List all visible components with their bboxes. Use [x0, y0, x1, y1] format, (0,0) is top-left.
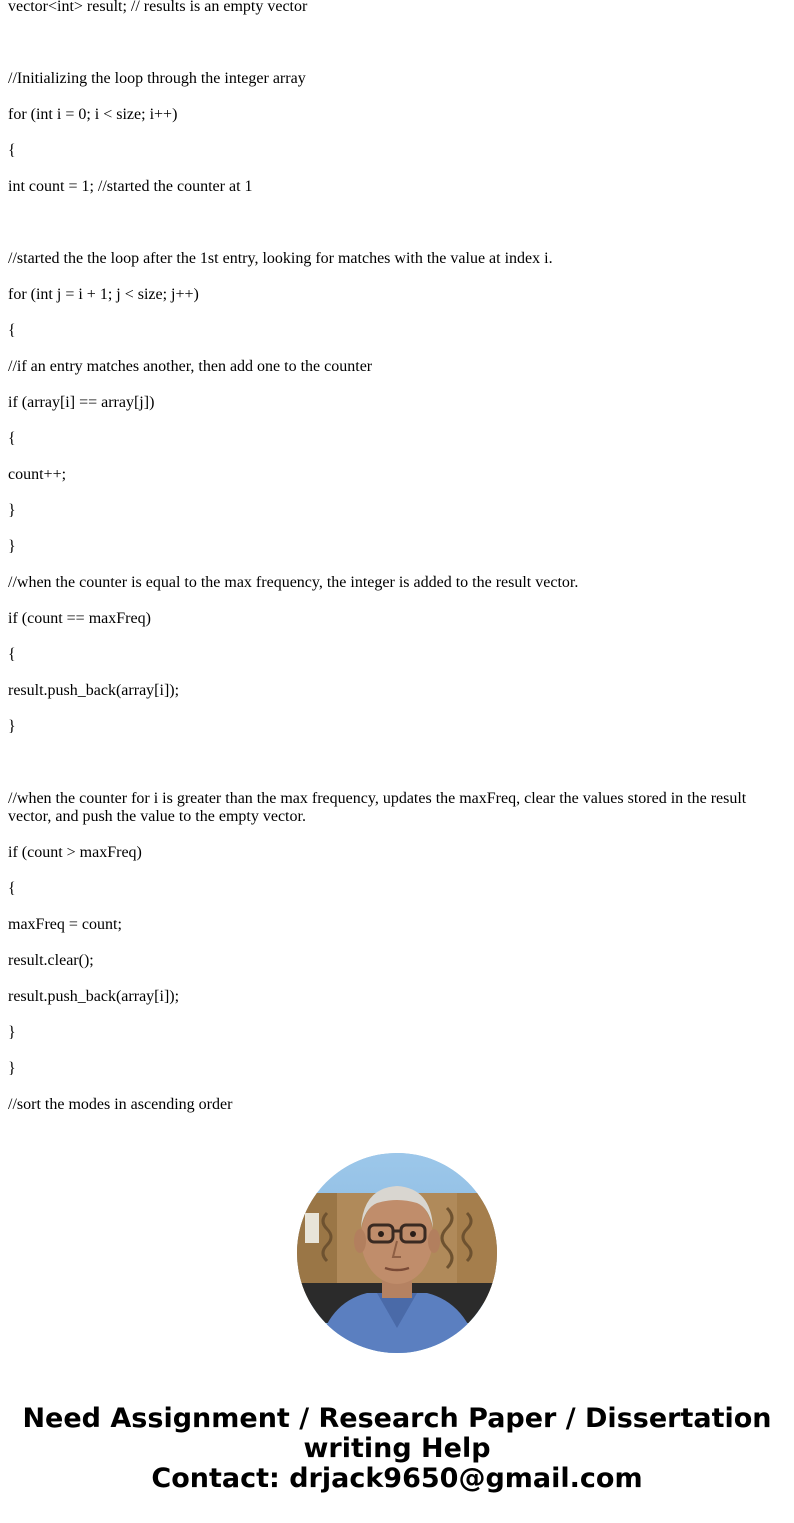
code-line: vector<int> result; // results is an empty vector [8, 0, 308, 15]
code-line: } [8, 718, 16, 735]
code-line: //sort the modes in ascending order [8, 1096, 233, 1113]
code-line: for (int j = i + 1; j < size; j++) [8, 286, 199, 303]
code-line: for (int i = 0; i < size; i++) [8, 106, 178, 123]
code-line: if (count == maxFreq) [8, 610, 151, 627]
code-line: maxFreq = count; [8, 916, 122, 933]
code-line: if (count > maxFreq) [8, 844, 142, 861]
code-line: { [8, 646, 16, 663]
banner-headline: Need Assignment / Research Paper / Dissertation [22, 1403, 772, 1434]
code-line: { [8, 142, 16, 159]
code-line: result.push_back(array[i]); [8, 682, 180, 699]
person-photo-icon [297, 1153, 497, 1353]
code-line: //if an entry matches another, then add one to the counter [8, 358, 373, 375]
code-line: int count = 1; //started the counter at 1 [8, 178, 253, 195]
code-line: { [8, 430, 16, 447]
code-line: } [8, 538, 16, 555]
code-line: //when the counter for i is greater than the max frequency, updates the maxFreq, clear the values stored in the result vector, and push the value to the empty vector. [8, 790, 751, 825]
code-line: { [8, 322, 16, 339]
code-line: result.push_back(array[i]); [8, 988, 180, 1005]
code-line: } [8, 502, 16, 519]
code-line: //started the the loop after the 1st entry, looking for matches with the value at index i. [8, 250, 553, 267]
code-line: result.clear(); [8, 952, 94, 969]
code-line: count++; [8, 466, 67, 483]
contact-email: Contact: drjack9650@gmail.com [151, 1463, 643, 1494]
author-avatar [297, 1153, 497, 1353]
contact-banner [0, 1404, 794, 1494]
code-line: } [8, 1024, 16, 1041]
code-line: } [8, 1060, 16, 1077]
code-line: //Initializing the loop through the integer array [8, 70, 306, 87]
banner-subheadline: writing Help [303, 1433, 491, 1464]
code-line: { [8, 880, 16, 897]
code-line: if (array[i] == array[j]) [8, 394, 155, 411]
code-line: //when the counter is equal to the max frequency, the integer is added to the result vector. [8, 574, 579, 591]
